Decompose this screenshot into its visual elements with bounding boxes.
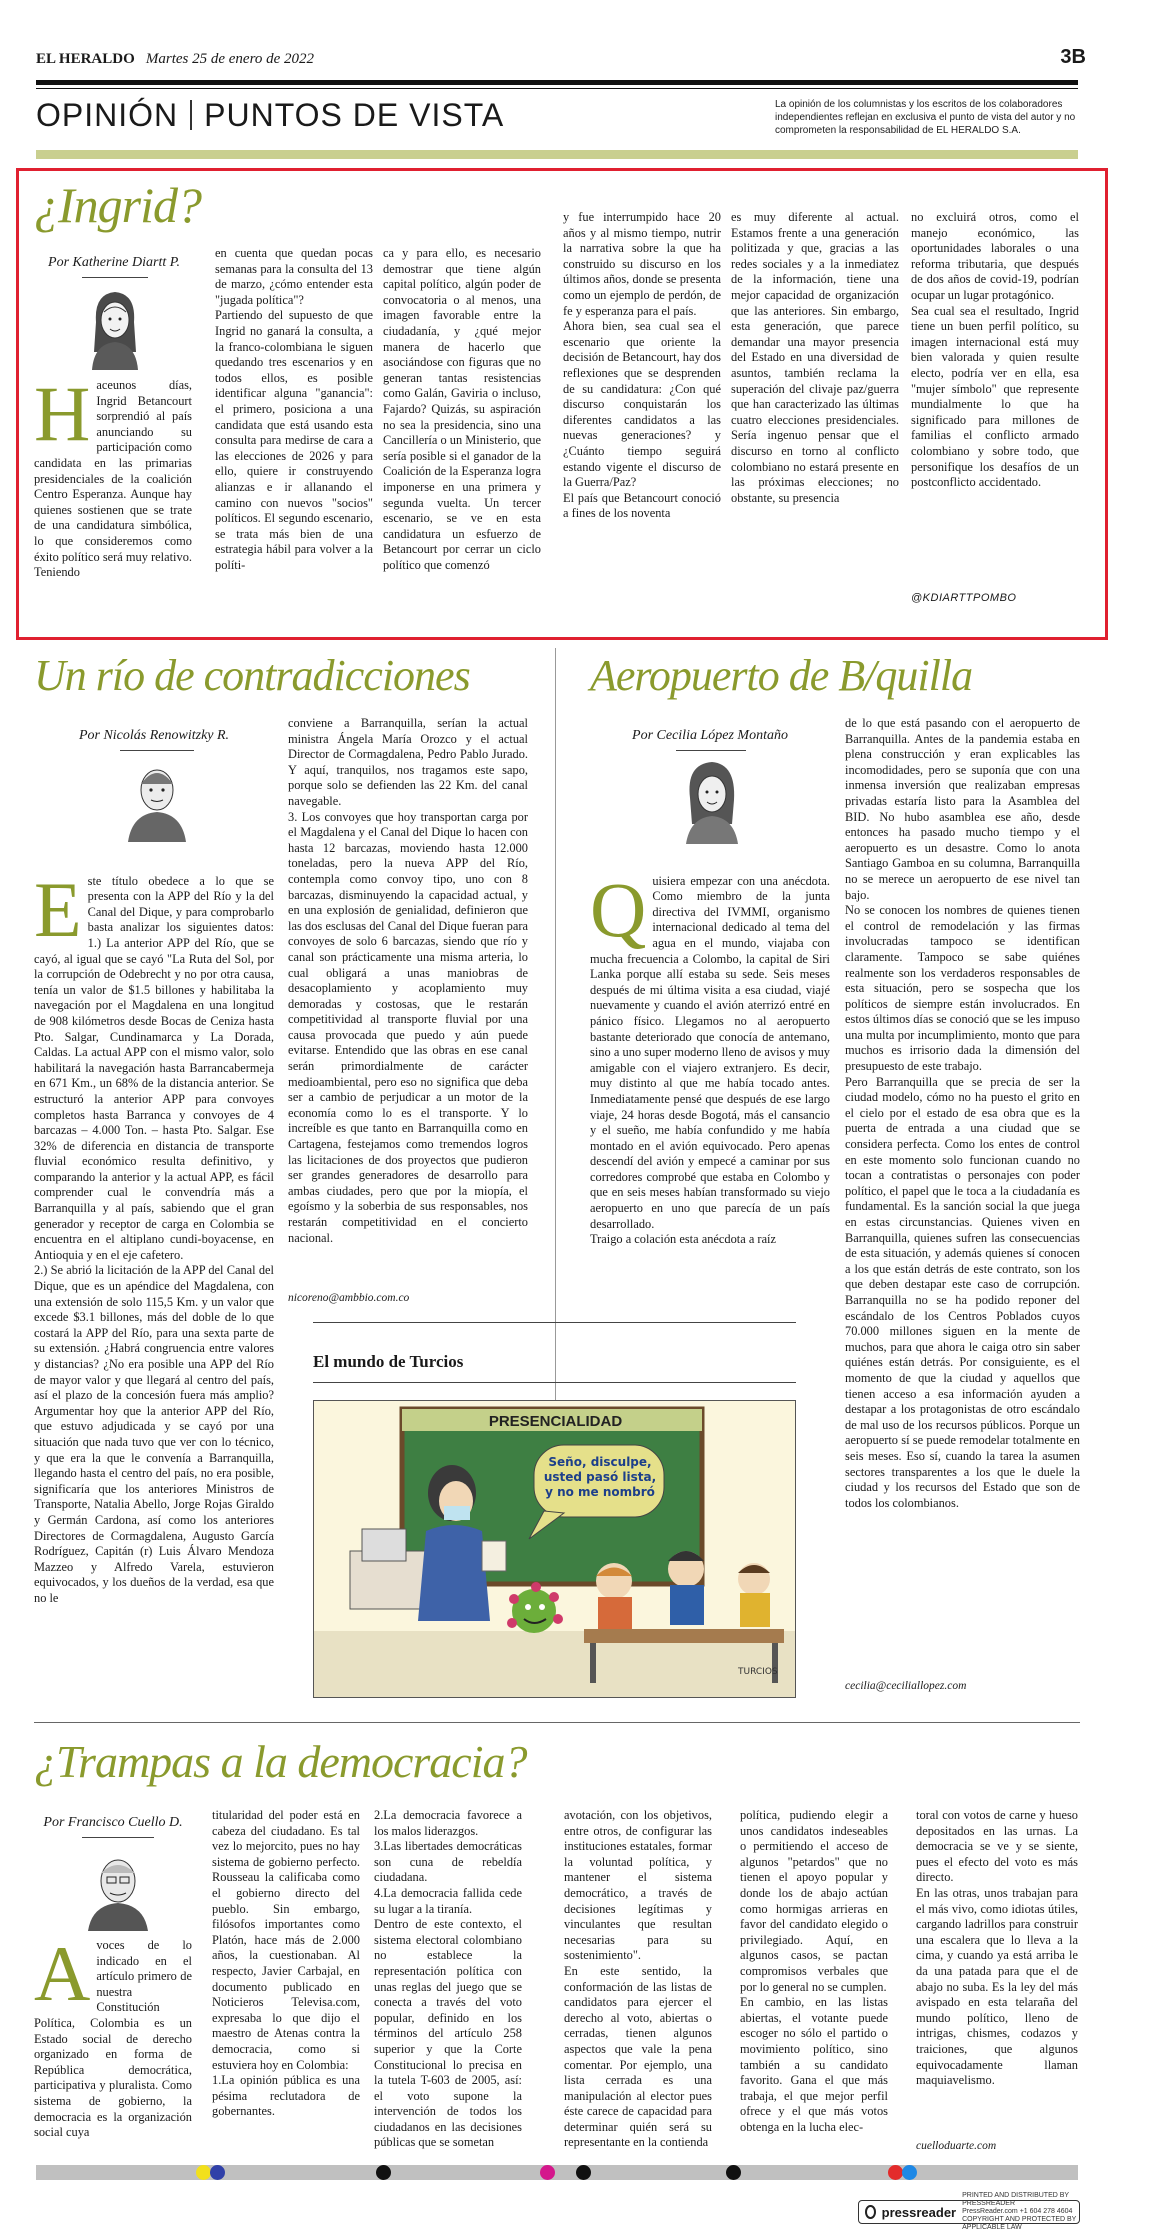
author-email-lopez-montano: cecilia@ceciliallopez.com xyxy=(845,1680,967,1692)
byline-rule xyxy=(120,750,194,751)
article4-col-1 xyxy=(34,1938,192,2154)
article3-col-2: de lo que está pasando con el aeropuerto de Barranquilla. Antes de la pandemia estaba en plena construcción y eran explicables las incomodidades, pero se suponía que con una inmensa inversión que realizaban empresas privadas estaría listo para la Asamblea del BID. No hubo asamblea ese año, desde entonces ha pasado mucho tiempo y el aeropuerto es un desastre. Como lo anota Santiago Gamboa en su columna, Barranquilla no se merece un aeropuerto de ese nivel tan bajo. No se conocen los nombres de quienes tienen el control de remodelación y las firmas involucradas tampoco se identifican claramente. Tampoco se sabe quiénes realmente son los verdaderos responsables de esta situación, pero se sospecha que los políticos de siempre están involucrados. En estos últimos días se conoció que se les impuso una multa por incumplimiento, monto que para muchos es irrisorio dada la dimensión del presupuesto de este trabajo. Pero Barranquilla que se precia de ser la ciudad modelo, cómo no ha puesto el grito en el cielo por el estado de esa obra que es la puerta de entrada a una ciudad que se considera perfecta. Como los entes de control en este momento solo funcionan cuando no tocan a contratistas o personajes con poder político, el papel que le toca a la ciudadanía es fundamental. Es la sanción social la que juega en estas circunstancias. Quienes viven en Barranquilla, quienes sufren las consecuencias de esta situación, y además quienes sí conocen a los que están detrás de este contrato, son los que deben destapar este caso de corrupción. Barranquilla no se ha podido reponer del escándalo de los Centros Poblados cuyos 70.000 millones siguen en la mente de muchos, para que ahora le caiga otro sin saber quiénes están detrás. Por consiguiente, es el momento de que la ciudad y aquellos que tienen acceso a esa información ayuden a destapar a los protagonistas de otro escándalo de mal uso de los recursos públicos. Porque un aeropuerto sí se puede remodelar totalmente en seis meses. Eso sí, cuando la tarea la asumen sectores transparentes a los que le duele la ciudad y los recursos del Estado que son de todos los colombianos. xyxy=(845,716,1080,1510)
author-portrait-lopez-montano xyxy=(676,754,746,844)
section-divider xyxy=(190,100,192,130)
cartoon-section-title: El mundo de Turcios xyxy=(313,1352,464,1371)
article4-col-5: política, pudiendo elegir a unos candidatos indeseables o permitiendo el acceso de algunos "petardos" que no tienen el apoyo popular y donde los de abajo actúan como hormigas arrieras en favor del candidato elegido o privilegiado. Aquí, en algunos casos, se pactan compromisos verbales que por lo general no se cumplen. En cambio, en las listas abiertas, el votante puede escoger no sólo el partido o movimiento político, sino también a su candidato favorito. Gana el que más trabaja, el que mejor perfil ofrece y el que más votos obtenga en la lucha elec- xyxy=(740,1808,888,2134)
cartoon-illustration xyxy=(313,1400,796,1698)
page-number: 3B xyxy=(1060,46,1086,68)
author-portrait-renowitzky xyxy=(120,754,194,842)
registration-dot-black xyxy=(376,2165,391,2180)
article1-col-2: en cuenta que quedan pocas semanas para la consulta del 13 de marzo, ¿cómo entender esta "jugada política"? Partiendo del supuesto de que Ingrid no ganará la consulta, a la franco-colombiana le siguen quedando tres escenarios y en todos ellos, es posible identificar alguna "ganancia": el primero, posiciona a una candidata que está usando esta consulta para medirse de cara a las elecciones de 2026 y para ello, quiere ir construyendo alianzas e ir allanando el camino con nuevos "socios" políticos. El segundo escenario, se trata más bien de una estrategia hábil para volver a la políti- xyxy=(215,246,373,572)
pressreader-badge[interactable] xyxy=(858,2192,1080,2231)
pressreader-fineprint xyxy=(962,2192,1079,2232)
registration-dot-blue xyxy=(210,2165,225,2180)
registration-dot-yellow xyxy=(196,2165,211,2180)
pressreader-line-3: COPYRIGHT AND PROTECTED BY APPLICABLE LAW xyxy=(962,2216,1077,2231)
author-handle: @KDIARTTPOMBO xyxy=(911,592,1017,604)
masthead xyxy=(36,48,1086,72)
registration-dot-magenta xyxy=(540,2165,555,2180)
masthead-rule-thin xyxy=(36,88,1078,89)
pressreader-logo: pressreader xyxy=(881,2204,957,2220)
article1-col-3: ca y para ello, es necesario demostrar que tiene algún capital político, algún poder de convocatoria o al menos, una imagen favorable entre la ciudadanía, y ¿qué mejor manera de hacerlo que asociándose con figuras que no generan tantas resistencias como Galán, Gaviria o incluso, Fajardo? Quizás, su aspiración no sea la presidencia, sino una Cancillería o un Ministerio, que sería posible si el ganador de la Coalición de la Esperanza logra imponerse en una primera y segunda vuelta. Un tercer escenario, se ve en esta candidatura un esfuerzo de Betancourt por cerrar un ciclo político que comenzó xyxy=(383,246,541,572)
byline-rule xyxy=(82,1837,154,1838)
byline-diartt: Por Katherine Diartt P. xyxy=(48,255,180,270)
article2-text-1: ste título obedece a lo que se presenta con la APP del Río y la del Canal del Dique, y para comprobarlo basta analizar los siguientes datos: 1.) La anterior APP del Río, que se cayó, al igual que se cayó "La Ruta del Sol, por la corrupción de Odebrecht y no por otra causa, tenía un valor de $1.5 billones y habilitaba la navegación por el Magdalena en una longitud de 908 kilómetros desde Bocas de Ceniza hasta Pto. Salgar, Cundinamarca y La Dorada, Caldas. La actual APP con el mismo valor, solo habilitará la navegación hasta Barrancabermeja en 671 Km., un 68% de la distancia anterior. Se estructuró la anterior APP para convoyes completos hasta Barranca y convoyes de 4 barcazas – 4.000 Ton. – hasta Pto. Salgar. Ese 32% de diferencia en distancia de transporte fluvial económico resulta definitivo, y comparando la anterior y la actual APP, es fácil comprender cual le convendría más a Barranquilla y al país, sabiendo que el gran generador y receptor de carga en Colombia se encuentra en el altiplano cundi-boyacense, en Antioquia y en el eje cafetero. 2.) Se abrió la licitación de la APP del Canal del Dique, que es un apéndice del Magdalena, con una extensión de solo 115,5 Km. y un valor que excede $3.1 billones, más del doble de lo que costará la APP del Río, para una sexta parte de su extensión. ¿Habrá congruencia entre valores y distancias? ¿No era posible una APP del Río de mayor valor y que llegará al centro del país, así el plazo de la concesión fuera más amplio? Argumentar hoy que la anterior APP del Río, que estuvo adjudicada y se cayó por una situación que nada tuvo que ver con lo técnico, y que era la que le convenía a Barranquilla, llegando hasta el centro del país, no era posible, significaría que los anteriores Ministros de Transporte, Natalia Abello, Jorge Rojas Giraldo y Germán Cardona, así como los anteriores Directores de Cormagdalena, Augusto García Rodríguez, Capitán (r) Luis Álvaro Mendoza Mazzeo y Alfredo Varela, estuvieron equivocados, y los dueños de la verdad, esa que no le xyxy=(34,873,274,1605)
author-email-renowitzky: nicoreno@ambbio.com.co xyxy=(288,1292,410,1304)
article3-col-1 xyxy=(590,858,830,1324)
article3-text-1: uisiera empezar con una anécdota. Como miembro de la junta directiva del IVMMI, organismo internacional dedicado al tema del agua en el mundo, viajaba con mucha frecuencia a Colombo, la capital de Siri Lanka porque allí estaba su sede. Seis meses después de mi última visita a esa ciudad, viajé nuevamente y cuando el avión aterrizó entré en pánico físico. Llegamos no al aeropuerto bastante deteriorado que conocía de antemano, sino a uno super moderno lleno de avisos y muy amigable con el viajero extranjero. Es decir, muy distinto al que me había tocado antes. Inmediatamente pensé que después de ese largo viaje, 24 horas desde Bogotá, más el cansancio y el sueño, me había confundido y me había montado en el avión equivocado. Pero apenas descendí del avión y empecé a caminar por sus corredores comprobé que estaba en Colombo y que en seis meses habían transformado su viejo aeropuerto en uno que parecía de un país desarrollado. Traigo a colación esta anécdota a raíz xyxy=(590,873,830,1247)
cartoon-title-rule xyxy=(313,1382,796,1383)
article4-col-2: titularidad del poder está en cabeza del ciudadano. Es tal vez lo mejorcito, pues no hay sistema de gobierno perfecto. Rousseau la calificaba como el gobierno directo del pueblo. Sin embargo, filósofos importantes como Platón, hace más de 2.000 años, la cuestionaban. Al respecto, Javier Carbajal, en documento publicado en Noticieros Televisa.com, expresaba lo que dijo el maestro de Atenas contra la democracia, como si estuviera hoy en Colombia: 1.La opinión pública es una pésima reclutadora de gobernantes. xyxy=(212,1808,360,2119)
editorial-disclaimer: La opinión de los columnistas y los escritos de los colaboradores independientes reflejan en exclusiva el punto de vista del autor y no comprometen la responsabilidad de EL HERALDO S.A. xyxy=(775,99,1076,136)
byline-lopez-montano: Por Cecilia López Montaño xyxy=(632,728,788,743)
cartoon-signature: TURCIOS xyxy=(738,1667,778,1677)
author-portrait-diartt xyxy=(82,282,148,370)
section-puntos-de-vista: PUNTOS DE VISTA xyxy=(204,97,505,133)
dropcap-h: H xyxy=(34,378,91,457)
article4-col-4: avotación, con los objetivos, entre otros, de configurar las instituciones estatales, formar la voluntad política, y mantener el sistema democrático, a través de decisiones legítimas y vinculantes que resultan necesarias para su sostenimiento". En este sentido, la conformación de las listas de candidatos para ejercer el derecho al voto, abiertas o cerradas, tienen algunos aspectos que vale la pena comentar. Por ejemplo, una lista cerrada es una manipulación al elector pues éste carece de capacidad para determinar quién será su representante en la contienda xyxy=(564,1808,712,2150)
byline-cuello: Por Francisco Cuello D. xyxy=(43,1815,183,1830)
cartoon-board-title: PRESENCIALIDAD xyxy=(488,1413,623,1430)
dropcap-e: E xyxy=(34,865,82,953)
dropcap-q: Q xyxy=(590,865,647,953)
article4-col-6: toral con votos de carne y hueso depositados en las urnas. La democracia se ve y se siente, pues el efecto del voto es más directo. En las otras, unos trabajan para el más vivo, como idiotas útiles, cargando ladrillos para construir una escalera que lo lleva a la cima, y cuando ya está arriba le da una patada para que el de abajo no suba. Es la ley del más avispado en esta telaraña del mundo político, lleno de intrigas, chismes, codazos y traiciones, que algunos equivocadamente llaman maquiavelismo. xyxy=(916,1808,1078,2088)
article2-col-2: conviene a Barranquilla, serían la actual ministra Ángela María Orozco y el actual Director de Cormagdalena, Pedro Pablo Jurado. Y aquí, tranquilos, nos tragamos este sapo, porque solo se defienden las 22 Km. del canal navegable. 3. Los convoyes que hoy transportan carga por el Magdalena y el Canal del Dique lo hacen con hasta 12 barcazas, moviendo hasta 12.000 toneladas, pero la nueva APP del Río, contempla como convoy tipo, uno con 8 barcazas, disminuyendo la capacidad actual, y en una explosión de genialidad, definieron que las dos esclusas del Canal del Dique fueran para convoyes de solo 6 barcazas, siendo que río y canal son prácticamente una misma arteria, lo cual obligará a unas maniobras de desacoplamiento y acoplamiento muy demoradas y costosas, que le restarán competitividad al transporte fluvial por una causa provocada que puedo y aún puede evitarse. Entendido que las obras en ese canal serán primordialmente de carácter medioambiental, pero eso no significa que deba ser a cambio de perjudicar a un motor de la economía como lo es el transporte. Y lo increíble es que tanto en Barranquilla como en Cartagena, festejamos como tremendos logros las licitaciones de dos proyectos que pudieron ser grandes generadores de desarrollo para ambas ciudades, pero que por la miopía, el egoísmo y la soberbia de sus responsables, nos restarán competitividad en el concierto nacional. xyxy=(288,716,528,1245)
masthead-rule-thick xyxy=(36,80,1078,85)
byline-renowitzky: Por Nicolás Renowitzky R. xyxy=(78,728,230,743)
pressreader-line-1: PRINTED AND DISTRIBUTED BY PRESSREADER xyxy=(962,2192,1069,2207)
article1-text-1: aceunos días, Ingrid Betancourt sorprendió al país anunciando su participación como candidata en las primarias presidenciales de la coalición Centro Esperanza. Aunque hay quienes sostienen que se trate de una candidatura simbólica, lo que consideremos como éxito político será muy relativo. Teniendo xyxy=(34,378,192,580)
article1-col-1 xyxy=(34,378,192,610)
article2-col-1 xyxy=(34,858,274,1698)
author-portrait-cuello xyxy=(82,1841,154,1931)
article4-top-rule xyxy=(34,1722,1080,1723)
registration-dot-cyan xyxy=(902,2165,917,2180)
article1-col-6: no excluirá otros, como el manejo económico, las oportunidades laborales o una reforma tributaria, que después de dos años de covid-19, podrían ocupar un lugar protagónico. Sea cual sea el resultado, Ingrid tiene un buen perfil político, su imagen internacional está muy bien valorada y quien resulte electo, podría ver en ella, esa "mujer símbolo" que represente mundialmente lo que ha significado para millones de familias el conflicto armado colombiano y sobre todo, que personifique los desafíos de un postconflicto accidentado. xyxy=(911,210,1079,490)
article-title-rio: Un río de contradicciones xyxy=(34,651,470,700)
registration-dot-black xyxy=(726,2165,741,2180)
cartoon-speech-bubble: Seño, disculpe, usted pasó lista, y no me nombró xyxy=(543,1455,657,1499)
dropcap-a: A xyxy=(34,1938,91,2017)
newspaper-name: EL HERALDO xyxy=(36,51,135,67)
pressreader-icon xyxy=(865,2205,876,2219)
article1-col-5: es muy diferente al actual. Estamos frente a una generación politizada y que, gracias a las redes sociales y a la inmediatez de la información, tiene una mejor capacidad de organización que las anteriores. Sin embargo, esta generación, que parece demandar una mayor presencia del Estado en una diversidad de asuntos, también reclama la superación del clivaje paz/guerra que han caracterizado las últimas cuatro elecciones presidenciales. Sería ingenuo pensar que el discurso en torno al conflicto colombiano no estará presente en las próximas elecciones; no obstante, su presencia xyxy=(731,210,899,505)
registration-dot-black xyxy=(576,2165,591,2180)
issue-date: Martes 25 de enero de 2022 xyxy=(145,51,315,67)
print-registration-bar xyxy=(36,2165,1078,2180)
article-title-trampas: ¿Trampas a la democracia? xyxy=(34,1736,527,1787)
section-green-rule xyxy=(36,150,1078,159)
section-opinion: OPINIÓN xyxy=(36,97,179,133)
article-title-ingrid: ¿Ingrid? xyxy=(34,177,201,233)
article-title-aeropuerto: Aeropuerto de B/quilla xyxy=(590,651,973,700)
registration-dot-red xyxy=(888,2165,903,2180)
author-site-cuello: cuelloduarte.com xyxy=(916,2140,997,2152)
pressreader-line-2: PressReader.com +1 604 278 4604 xyxy=(962,2208,1073,2215)
byline-rule xyxy=(676,750,746,751)
byline-rule xyxy=(82,277,148,278)
cartoon-drawing xyxy=(314,1401,796,1698)
article4-text-1: voces de lo indicado en el artículo primero de nuestra Constitución Política, Colombia es un Estado social de derecho organizado en forma de República democrática, participativa y pluralista. Como sistema de gobierno, la democracia es la organización social cuya xyxy=(34,1938,192,2140)
section-heading xyxy=(36,97,504,137)
article4-col-3: 2.La democracia favorece a los malos liderazgos. 3.Las libertades democráticas son cuna de rebeldía ciudadana. 4.La democracia fallida cede su lugar a la tiranía. Dentro de este contexto, el sistema electoral colombiano no establece la representación política con unas reglas del juego que se conecta a través del voto popular, definido en los términos del artículo 258 superior y que la Corte Constitucional lo precisa en la tutela T-603 de 2005, así: el voto supone la intervención de todos los ciudadanos en las decisiones públicas que se sometan xyxy=(374,1808,522,2150)
article1-col-4: y fue interrumpido hace 20 años y al mismo tiempo, nutrir la narrativa sobre la que ha construido su discurso en los últimos años, donde se presenta como un ejemplo de perdón, de fe y esperanza para el país. Ahora bien, sea cual sea el escenario que oriente la decisión de Betancourt, hay dos reflexiones que se desprenden de su candidatura: ¿Con qué discurso conquistarán los diferentes candidatos a las nuevas generaciones? y ¿Cuánto tiempo seguirá estando vigente el discurso de la Guerra/Paz? El país que Betancourt conoció a fines de los noventa xyxy=(563,210,721,521)
